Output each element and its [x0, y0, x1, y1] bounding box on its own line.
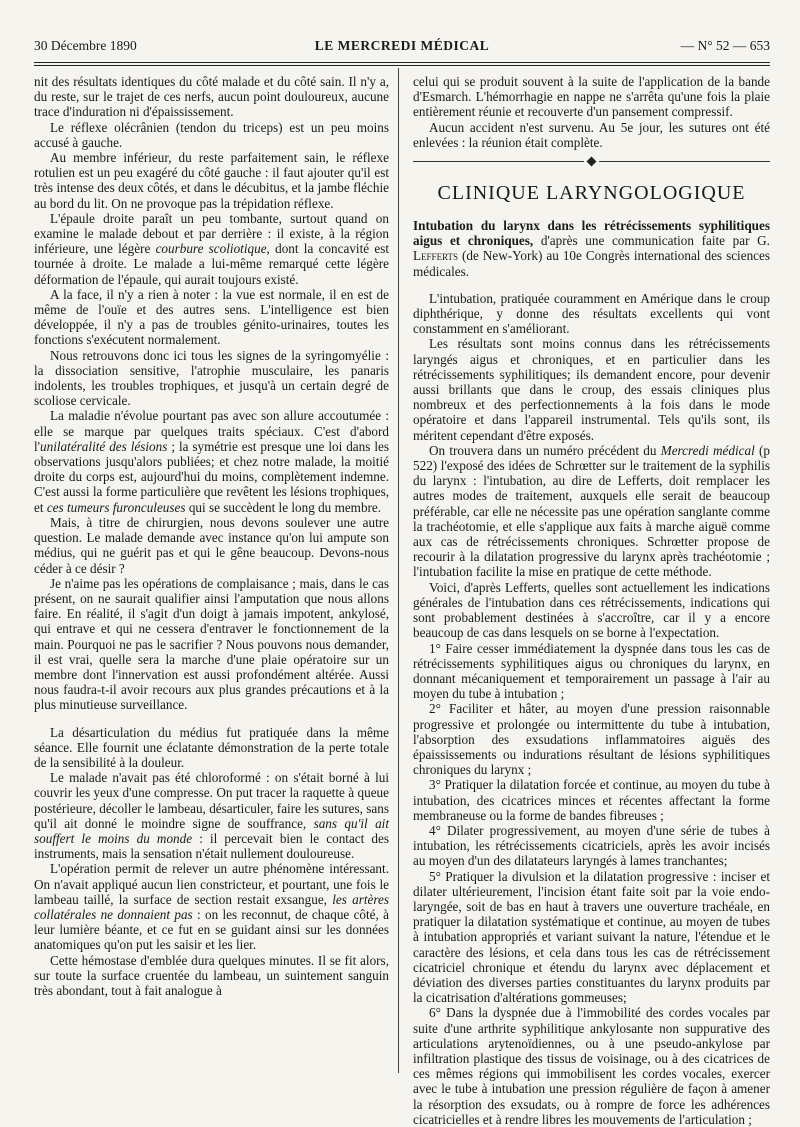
- paragraph: Les résultats sont moins connus dans les rétrécissements laryngés aigus et chroniques, et en particulier dans les rétrécissements syphilitiques; ils demandent encore, pour devenir aussi brillants que dans le croup, des essais cliniques plus nombreux et des perfectionnements à la fois dans le mode opératoire et dans l'appareil instrumental. Tels qu'ils sont, ils méritent cependant d'être exposés.: [413, 336, 770, 443]
- paragraph: L'opération permit de relever un autre phénomène intéressant. On n'avait appliqué aucun lien constricteur, et pourtant, une fois le lambeau taillé, la surface de section restait exsangue, les artères collatérales ne donnaient pas : on les reconnut, de chaque côté, à leur lumière béante, et ce fut en se guidant ainsi sur les données anatomiques qu'on put les saisir et les lier.: [34, 861, 389, 953]
- paragraph: On trouvera dans un numéro précédent du Mercredi médical (p 522) l'exposé des idées de Schrœtter sur le traitement de la syphilis du larynx : l'intubation, au dire de Lefferts, doit remplacer les autres modes de traitement, auxquels elle serait de beaucoup préférable, car elle ne nécessite pas une opération sanglante comme la trachéotomie, et elle s'applique aux faits à marche aiguë comme aux cas de rétrécissements chroniques. Schrœtter propose de recourir à la dilatation progressive du larynx après trachéotomie ; l'intubation facilite la mise en pratique de cette méthode.: [413, 442, 770, 580]
- author-name: Lefferts: [413, 248, 459, 264]
- header-rule-top: [34, 62, 770, 63]
- list-item: 3° Pratiquer la dilatation forcée et continue, au moyen du tube à intubation, des cicatrices minces et récentes affectant la forme membraneuse ou la forme de bandes fibreuses ;: [413, 777, 770, 823]
- header-date: 30 Décembre 1890: [34, 38, 137, 53]
- column-divider: [398, 68, 399, 1073]
- header-title: LE MERCREDI MÉDICAL: [314, 38, 490, 53]
- paragraph: Je n'aime pas les opérations de complaisance ; mais, dans le cas présent, on ne saurait qualifier ainsi l'amputation que nous allons faire. En réalité, il s'agit d'un doigt à jamais impotent, ankylosé, qui entrave et qui ne cessera d'entraver le fonctionnement de la main. Pourquoi ne pas le sacrifier ? Nous pouvons nous demander, il est vrai, quelle sera la marche d'une plaie opératoire sur un membre dont l'innervation est aussi profondément altérée. Aussi nous faudra-t-il avoir recours aux plus grandes précautions et à la plus minutieuse surveillance.: [34, 575, 389, 713]
- left-column: [34, 74, 389, 998]
- article-title: Intubation du larynx dans les rétrécissements syphilitiques aigus et chroniques,: [413, 218, 770, 249]
- paragraph: Cette hémostase d'emblée dura quelques minutes. Il se fit alors, sur toute la surface cruentée du lambeau, un suintement sanguin très abondant, tout à fait analogue à: [34, 952, 389, 998]
- paragraph: L'épaule droite paraît un peu tombante, surtout quand on examine le malade debout et par derrière : il existe, à la région inférieure, une légère courbure scoliotique, dont la concavité est tournée à droite. Le malade a lui-même remarqué cette légère déformation de l'épaule, qui aurait toujours existé.: [34, 210, 389, 287]
- list-item: 2° Faciliter et hâter, au moyen d'une pression raisonnable progressive et prolongée ou intermittente du tube à intubation, l'absorption des exsudations inflammatoires aiguës des épaississements ou indurations résultant de lésions syphilitiques chroniques du larynx ;: [413, 701, 770, 778]
- diamond-ornament-icon: [587, 156, 597, 166]
- paragraph: La maladie n'évolue pourtant pas avec son allure accoutumée : elle se marque par quelques traits spéciaux. C'est d'abord l'unilatéralité des lésions ; la symétrie est presque une loi dans les observations jusqu'alors publiées; et chez notre malade, la moitié droite du corps est, aujourd'hui du moins, complètement indemne. C'est aussi la forme particulière que revêtent les lésions trophiques, et ces tumeurs furonculeuses qui se succèdent le long du membre.: [34, 408, 389, 515]
- paragraph: Nous retrouvons donc ici tous les signes de la syringomyélie : la dissociation sensitive, l'atrophie musculaire, les panaris indolents, les troubles trophiques, et jusqu'à un certain degré de scoliose cervicale.: [34, 347, 389, 409]
- list-item: 1° Faire cesser immédiatement la dyspnée dans tous les cas de rétrécissements syphilitiques aigus ou chroniques du larynx, en donnant mécaniquement et temporairement un passage à l'air au moyen du tube à intubation ;: [413, 640, 770, 702]
- paragraph: Au membre inférieur, du reste parfaitement sain, le réflexe rotulien est un peu exagéré du côté gauche : il faut ajouter qu'il est très intense des deux côtés, et dans le décubitus, et la jambe fléchie au bord du lit. On ne provoque pas la trépidation réflexe.: [34, 150, 389, 211]
- paragraph: La désarticulation du médius fut pratiquée dans la même séance. Elle fournit une éclatante démonstration de la perte totale de la sensibilité à la douleur.: [34, 724, 389, 770]
- paragraph: Aucun accident n'est survenu. Au 5e jour, les sutures ont été enlevées : la réunion était complète.: [413, 119, 770, 150]
- paragraph: Mais, à titre de chirurgien, nous devons soulever une autre question. Le malade demande avec instance qu'on lui ampute son médius, qui ne guérit pas et qui le gêne beaucoup. Devons-nous céder à ce désir ?: [34, 514, 389, 576]
- article-heading: Intubation du larynx dans les rétrécissements syphilitiques aigus et chroniques, d'après une communication faite par G. Lefferts (de New-York) au 10e Congrès international des sciences médicales.: [413, 218, 770, 279]
- section-title: CLINIQUE LARYNGOLOGIQUE: [437, 182, 746, 205]
- paragraph: L'intubation, pratiquée couramment en Amérique dans le croup diphthérique, y donne des résultats excellents qui vont constamment en s'améliorant.: [413, 290, 770, 337]
- list-item: 4° Dilater progressivement, au moyen d'une série de tubes à intubation, les rétrécissements cicatriciels, après les avoir incisés au moyen d'un des dilatateurs laryngés à lames tranchantes;: [413, 822, 770, 869]
- paragraph: celui qui se produit souvent à la suite de l'application de la bande d'Esmarch. L'hémorrhagie en nappe ne s'arrêta qu'une fois la plaie entièrement réunie et recouverte d'un pansement compressif.: [413, 74, 770, 120]
- list-item: 6° Dans la dyspnée due à l'immobilité des cordes vocales par suite d'une arthrite syphilitique ankylosante non suppurative des articulations arytenoïdiennes, ou à une pseudo-ankylose par infiltration plastique des tissus de voisinage, ou à des cicatrices de ces mêmes régions qui immobilisent les cordes vocales, exercer avec le tube à intubation une pression régulière de façon à amener la résorption des exsudats, ou à rompre de force les adhérences cicatricielles et à rendre libres les mouvements de l'articulation ;: [413, 1005, 770, 1127]
- header-rule-bottom: [34, 65, 770, 66]
- paragraph: nit des résultats identiques du côté malade et du côté sain. Il n'y a, du reste, sur le trajet de ces nerfs, aucun point douloureux, aucune trace d'induration ni d'épaississement.: [34, 74, 389, 120]
- paragraph: Le malade n'avait pas été chloroformé : on s'était borné à lui couvrir les yeux d'une compresse. On put tracer la raquette à queue postérieure, décoller le lambeau, désarticuler, faire les sutures, sans qu'il ait donné le moindre signe de souffrance, sans qu'il ait souffert le moins du monde : il percevait bien le contact des instruments, mais la sensation n'était nullement douloureuse.: [34, 770, 390, 862]
- paragraph: A la face, il n'y a rien à noter : la vue est normale, il en est de même de l'ouïe et des autres sens. L'intelligence est bien développée, il n'y a pas de troubles génito-urinaires, toutes les fonctions s'exécutent normalement.: [34, 286, 389, 348]
- paragraph: Voici, d'après Lefferts, quelles sont actuellement les indications générales de l'intubation dans ces rétrécissements, indications qui sont probablement destinées à s'accroître, car il y a encore beaucoup de cas dans lesquels on se borne à l'expectation.: [413, 579, 770, 641]
- list-item: 5° Pratiquer la divulsion et la dilatation progressive : inciser et dilater ultérieurement, l'incision étant faite soit par la voie endo-laryngée, soit de bas en haut à travers une ouverture trachéale, en pratiquer la dilatation systématique et continue, au moyen de tubes à intubation appropriés et variant suivant la nature, l'étendue et le caractère des lésions, et cela dans tous les cas de rétrécissement cicatriciel chronique et étendu du larynx avec déplacement et déviation des diverses parties constituantes du larynx produits par la cicatrisation d'altérations gommeuses;: [413, 868, 770, 1006]
- paragraph: Le réflexe olécrânien (tendon du triceps) est un peu moins accusé à gauche.: [34, 119, 389, 150]
- page-header: [34, 36, 770, 58]
- section-separator: [413, 156, 770, 166]
- right-column: [413, 74, 770, 1127]
- header-page-number: — N° 52 — 653: [680, 38, 770, 53]
